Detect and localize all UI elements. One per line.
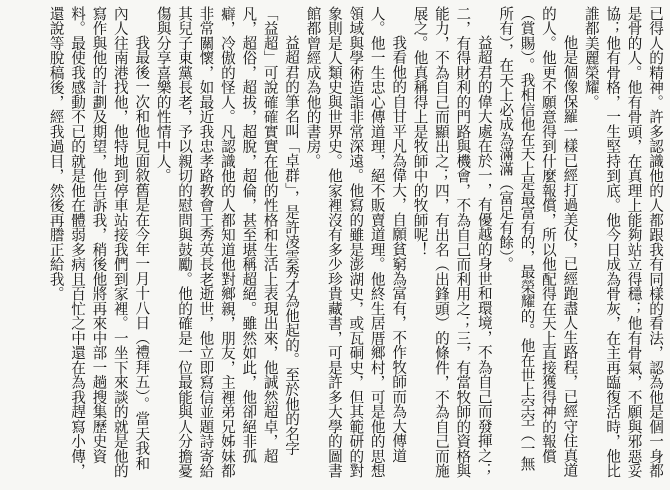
paragraph: 他是個像保羅一樣已經打過美仗，已經跑盡人生路程，已經守住真道的人。他更不願意得到什麼報償，所以他配得在天上直接獲得神的報償（賞賜）。我相信他在天上是最富有的，最榮耀的。他在世上空空（一無所有），在天上必成為滿滿（富足有餘）。 [497,6,579,478]
paragraph: 我看他的自甘平凡為偉大，自願貧窮為富有，不作牧師而為大傳道人。他一生忠心傳道理，絕不販賣道理。他終生居厝鄉村，可是他的思想領域與學術造詣非常深遠。他寫的雖是澎湖史，或瓦硐史，但其範研的對象則是人類史與世界史。他家裡沒有多少珍貴藏書，可是許多大學的圖書館都曾經成為他的書房。 [304,6,408,478]
paragraph: 我最後一次和他見面敘舊是在今年一月十八日（禮拜五）。當天我和內人往南港找他，他特地到停車站接我們到家裡。一坐下來談的就是他的寫作與他的計劃及期望，他告訴我，稍後他將再來中部一趟搜集歷史資料。最使我感動不已的就是他在體弱多病且百忙之中還在為我趕寫小傳，還說等脫稿後，經我過目，然後再謄正給我。 [47,6,151,478]
paragraph: 益超君的筆名叫「卓群」，是許凌雲秀才為他起的。至於他的名字「益超」可說確確實實在他的性格和生活上表現出來，他誠然超卓，超凡，超俗，超拔，超脫，超倫，甚至堪稱超絕。雖然如此，他卻絕非孤癖，冷傲的怪人。凡認識他的人都知道他對鄉親，朋友，主裡弟兄姊妹都非常關懷，如最近我忠孝路教會王秀英長老逝世，他立即寫信並題詩寄給其兒子東黨長老，予以親切的慰問與鼓勵。他的確是一位最能與人分擔憂傷與分享喜樂的性情中人。 [154,6,301,478]
paragraph: 益超君的偉大處在於一，有優越的身世和環境，不為自己而發揮之；二，有得財利的門路與機會，不為自己而利用之；三，有當牧師的資格與能力，不為自己而顯出之；四，有出名（出鋒頭）的條件，不為自己而施展之。他真稱得上是牧師中的牧師呢！ [411,6,493,478]
paragraph: 已得人的精神。許多認識他的人都跟我有同樣的看法，認為他是個一身都是骨的人。他有骨頭，在真理上能夠站立得穩；他有骨氣，不願與邪惡妥協；他有骨格，一生堅持到底。他今日成為骨灰，在主再臨復活時，他比誰都美麗榮耀。 [582,6,664,478]
vertical-text-body [45,6,666,480]
